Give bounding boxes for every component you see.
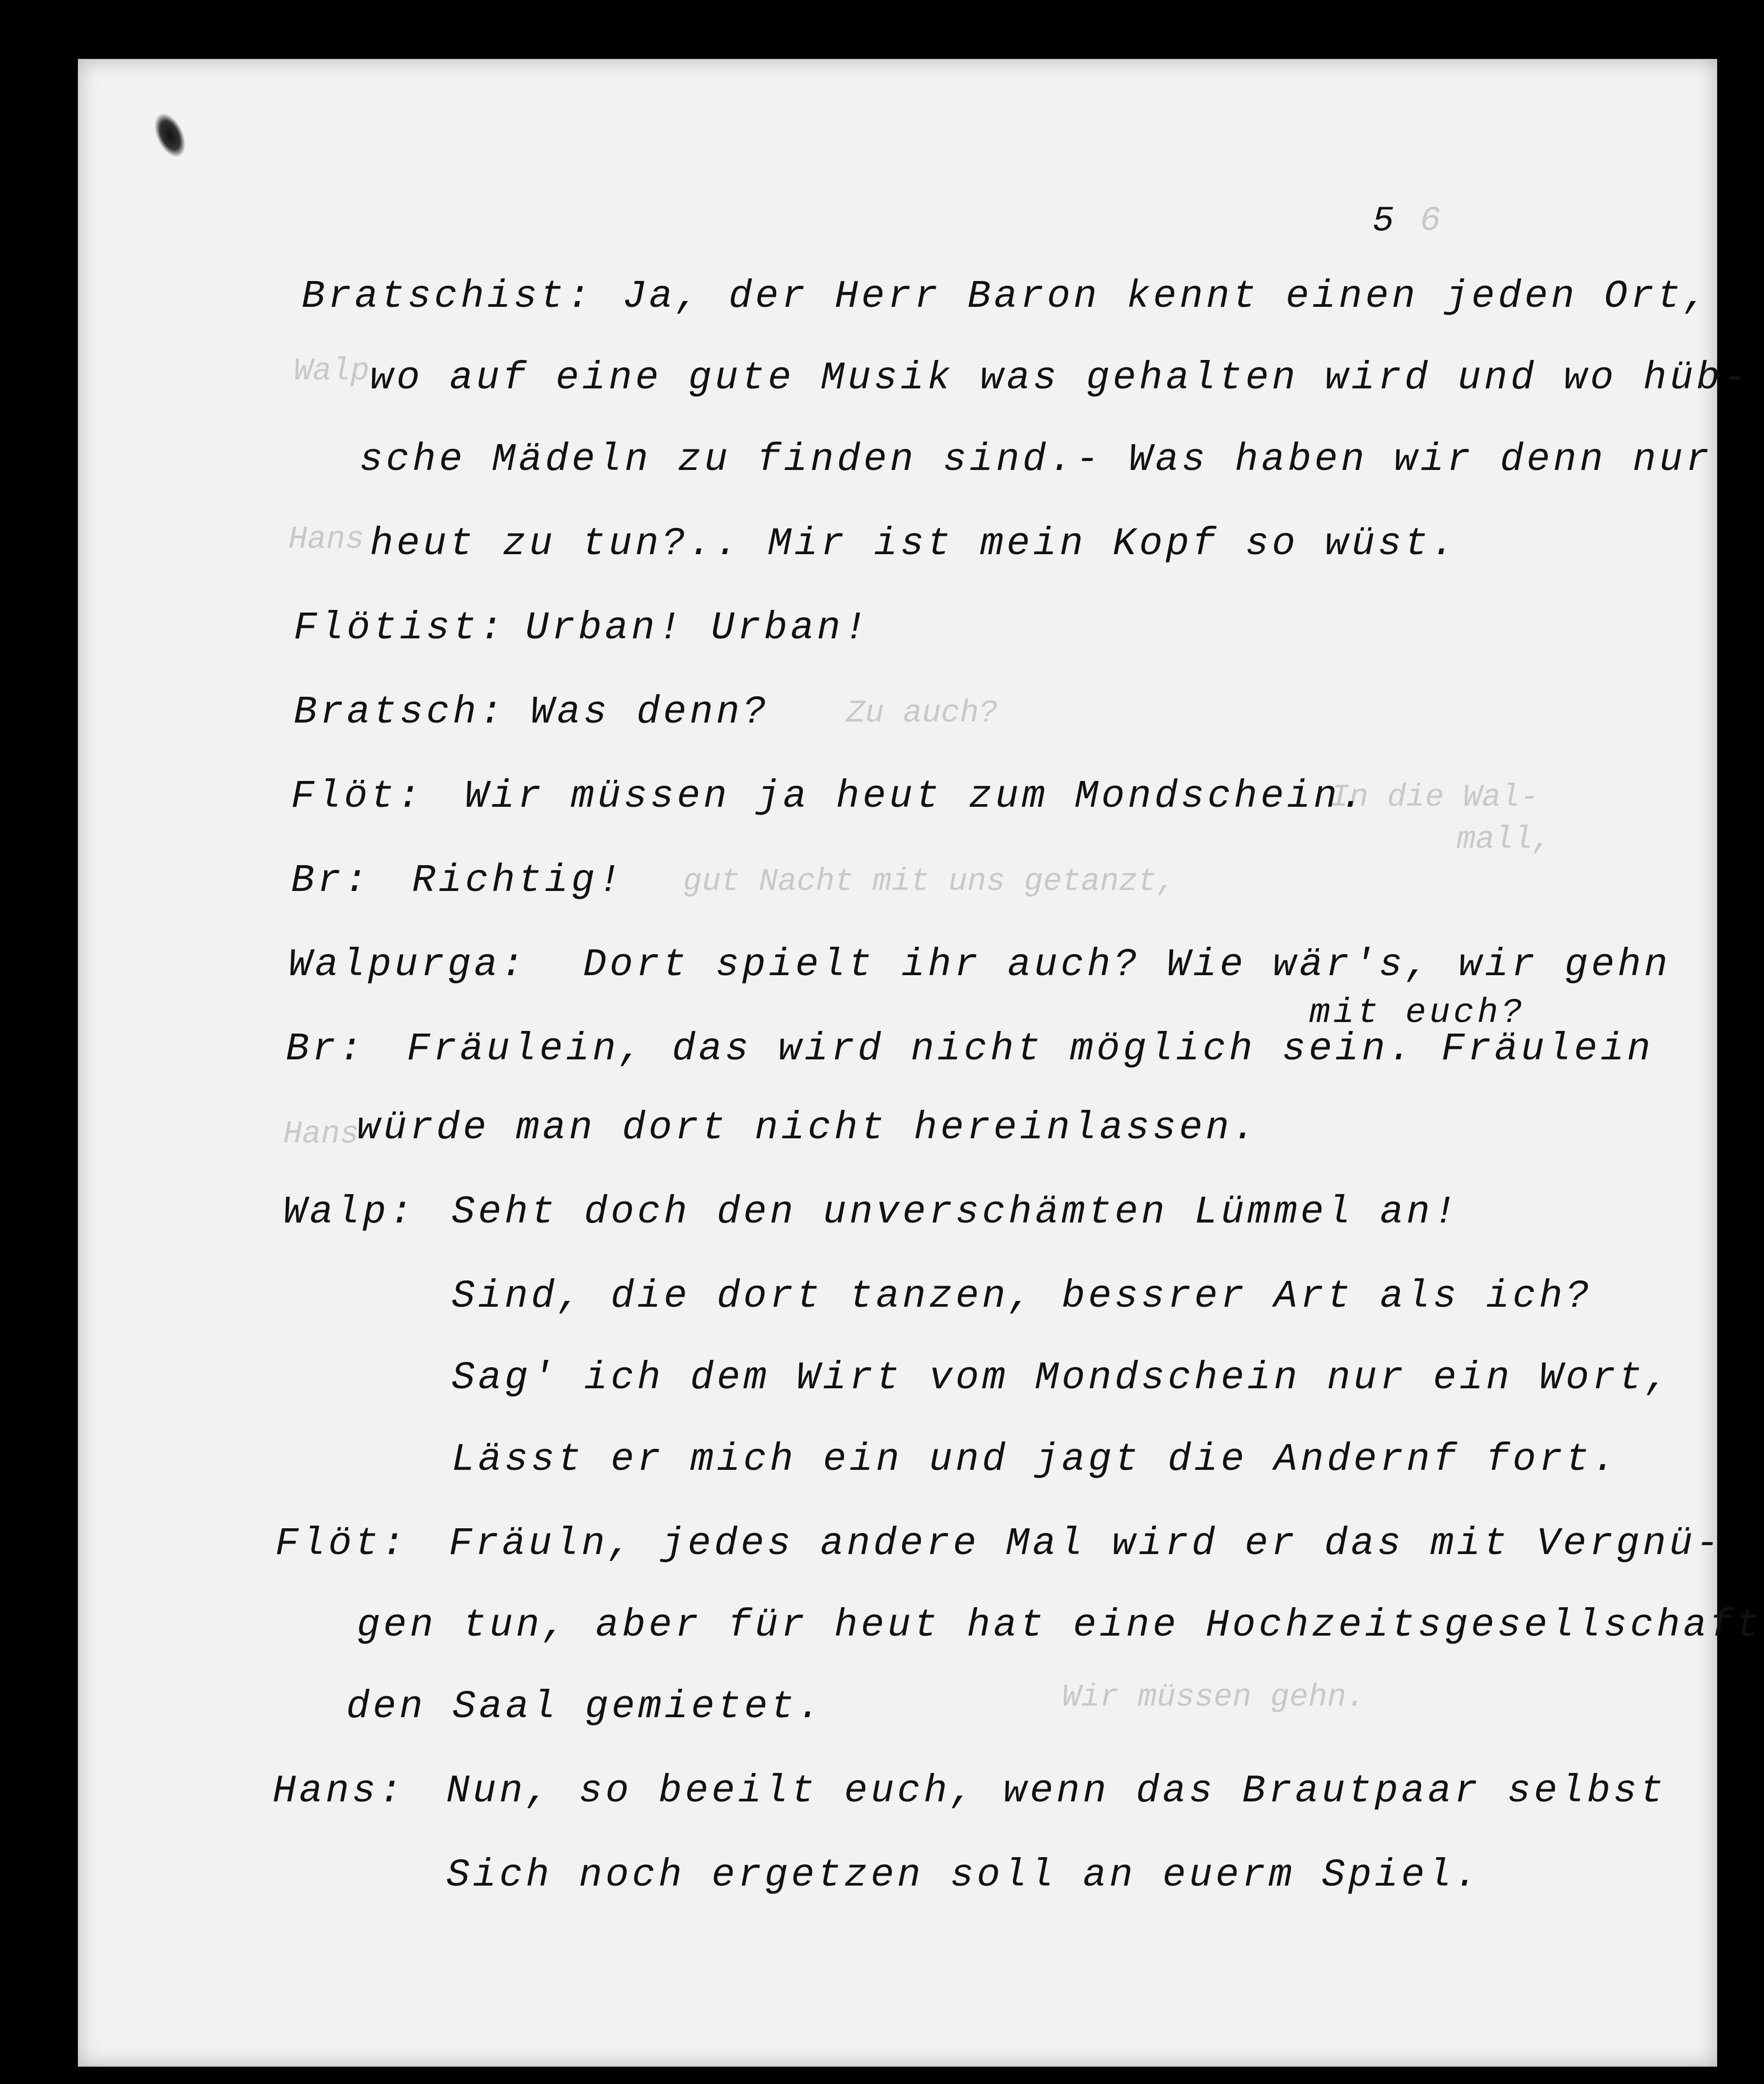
speech-text: den Saal gemietet. — [346, 1685, 824, 1729]
dialogue-line — [291, 775, 1367, 819]
dialogue-line — [294, 690, 769, 735]
dialogue-line — [452, 1275, 1592, 1319]
ghost-text: gut Nacht mit uns getanzt, — [683, 864, 1176, 900]
ghost-text: Wir müssen gehn. — [1062, 1680, 1366, 1716]
ghost-text: Hans — [283, 1117, 359, 1153]
speaker-label: Walpurga: — [288, 943, 527, 987]
dialogue-line — [357, 1106, 1259, 1150]
speech-text: würde man dort nicht hereinlassen. — [357, 1106, 1259, 1150]
speech-text: Nun, so beeilt euch, wenn das Brautpaar selbst — [446, 1769, 1667, 1814]
speaker-label: Bratschist: — [302, 275, 594, 319]
speech-text: Sich noch ergetzen soll an euerm Spiel. — [446, 1853, 1481, 1898]
speaker-label: Br: — [291, 859, 371, 903]
speaker-label: Flötist: — [294, 606, 506, 650]
speaker-label: Flöt: — [275, 1522, 408, 1566]
speech-text: Ja, der Herr Baron kennt einen jeden Ort, — [623, 275, 1710, 319]
speech-text: Sag' ich dem Wirt vom Mondschein nur ein Wort, — [452, 1356, 1672, 1400]
speech-text: Wir müssen ja heut zum Mondschein. — [465, 775, 1367, 819]
ghost-text: Zu auch? — [846, 696, 998, 732]
speaker-label: Hans: — [273, 1769, 406, 1814]
dialogue-line — [273, 1769, 1667, 1814]
speech-text: Sind, die dort tanzen, bessrer Art als ich? — [452, 1275, 1592, 1319]
dialogue-line — [302, 275, 1710, 319]
dialogue-line — [294, 606, 870, 650]
dialogue-line — [286, 1027, 1653, 1071]
speech-text: Urban! Urban! — [525, 606, 870, 650]
dialogue-line — [346, 1685, 824, 1729]
dialogue-line — [1309, 993, 1525, 1033]
dialogue-line — [452, 1356, 1672, 1400]
speech-text: Seht doch den unverschämten Lümmel an! — [452, 1190, 1460, 1235]
document-page — [78, 59, 1763, 2067]
dialogue-line — [359, 438, 1712, 482]
ghost-text: Hans — [288, 522, 365, 558]
speech-text: mit euch? — [1309, 993, 1526, 1033]
ghost-text: In die Wal- — [1330, 780, 1539, 816]
speaker-label: Br: — [286, 1027, 366, 1071]
speech-text: heut zu tun?.. Mir ist mein Kopf so wüst. — [370, 522, 1458, 566]
staple-mark — [148, 108, 192, 163]
speech-text: Dort spielt ihr auch? Wie wär's, wir gehn — [583, 943, 1671, 987]
speaker-label: Bratsch: — [294, 690, 506, 735]
speech-text: wo auf eine gute Musik was gehalten wird und wo hüb- — [370, 356, 1750, 400]
speech-text: Was denn? — [530, 690, 769, 735]
speech-text: sche Mädeln zu finden sind.- Was haben wir denn nur — [359, 438, 1712, 482]
speech-text: Fräuln, jedes andere Mal wird er das mit Vergnü- — [449, 1522, 1722, 1566]
dialogue-line — [452, 1438, 1619, 1482]
dialogue-line — [370, 356, 1749, 400]
dialogue-line — [370, 522, 1458, 566]
speech-text: Fräulein, das wird nicht möglich sein. Fräulein — [407, 1027, 1654, 1071]
speaker-label: Walp: — [283, 1190, 416, 1235]
speaker-label: Flöt: — [291, 775, 424, 819]
speech-text: gen tun, aber für heut hat eine Hochzeitsgesellschaft — [357, 1604, 1763, 1648]
dialogue-line — [288, 943, 1671, 987]
dialogue-line — [446, 1853, 1481, 1898]
speech-text: Lässt er mich ein und jagt die Andernf fort. — [452, 1438, 1619, 1482]
dialogue-line — [357, 1604, 1763, 1648]
ghost-page-number: 6 — [1420, 201, 1441, 241]
speech-text: Richtig! — [412, 859, 625, 903]
dialogue-line — [275, 1522, 1722, 1566]
dialogue-line — [283, 1190, 1459, 1235]
dialogue-line — [291, 859, 624, 903]
ghost-text: Walp — [294, 354, 370, 389]
ghost-text: mall, — [1457, 822, 1552, 858]
page-number: 5 — [1372, 201, 1394, 242]
